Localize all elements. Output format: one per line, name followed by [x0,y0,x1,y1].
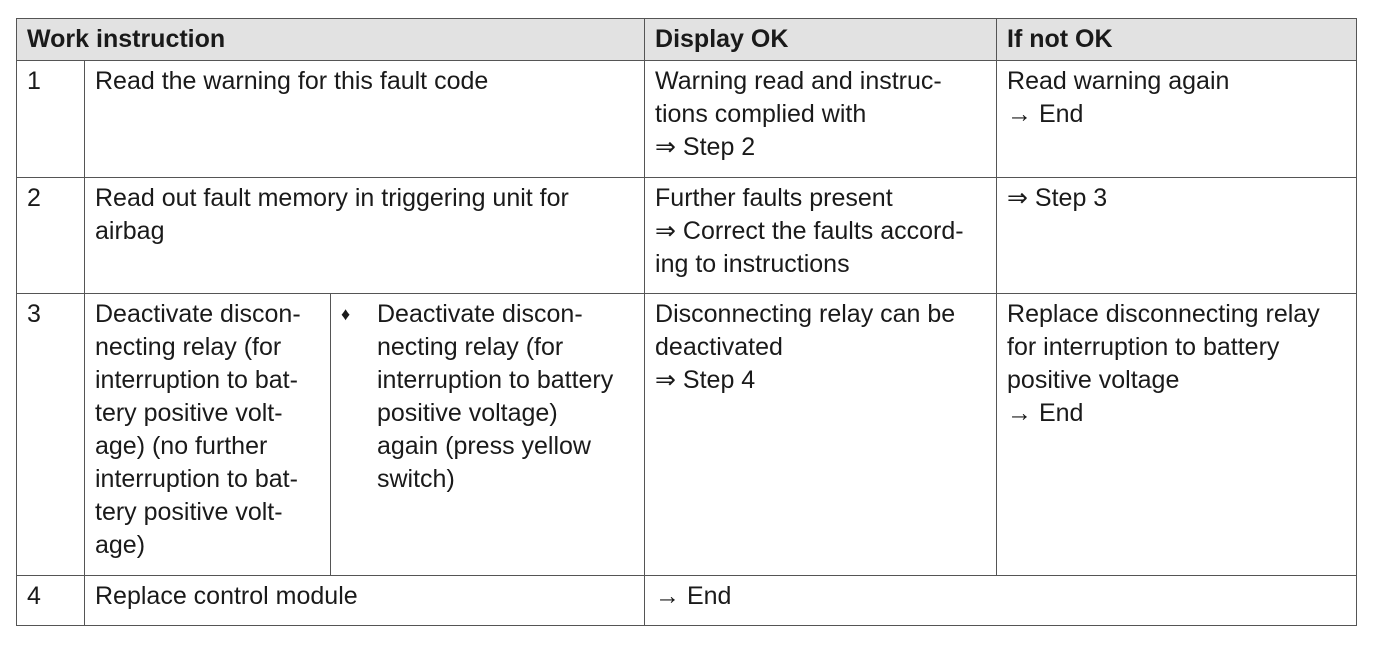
work-instruction-cell [85,576,645,626]
text-line: positive voltage [1007,366,1180,394]
text-line: for interruption to battery [1007,333,1280,361]
diamond-bullet-icon: ♦ [341,304,351,324]
text-line: airbag [95,217,165,245]
text-line: necting relay (for [377,333,564,361]
text-line: tions complied with [655,100,867,128]
text-line: deactivated [655,333,783,361]
text-line: ⇒ Step 3 [1007,184,1108,212]
text-line: Replace disconnecting relay [1007,300,1320,328]
table-row [17,61,1357,178]
table-row [17,294,1357,576]
text-line: interruption to bat- [95,366,298,394]
text-line: Deactivate discon- [377,300,583,328]
text-line: Replace control module [95,582,358,610]
step-number: 1 [17,61,85,178]
if-not-ok-cell [997,294,1357,576]
text-line: Warning read and instruc- [655,67,942,95]
text-line: Read out fault memory in triggering unit for [95,184,569,212]
text-line: ing to instructions [655,250,850,278]
work-instruction-table [16,18,1357,626]
work-instruction-right-cell [331,294,645,576]
display-ok-cell [645,61,997,178]
text-line: tery positive volt- [95,399,283,427]
if-not-ok-cell [997,178,1357,294]
header-work-instruction: Work instruction [17,19,645,61]
header-if-not-ok: If not OK [997,19,1357,61]
display-ok-cell [645,576,1357,626]
text-line: tery positive volt- [95,498,283,526]
if-not-ok-cell [997,61,1357,178]
display-ok-cell [645,178,997,294]
text-line: age) (no further [95,432,268,460]
text-line: Read the warning for this fault code [95,67,489,95]
work-instruction-cell [85,61,645,178]
display-ok-cell [645,294,997,576]
text-line: switch) [377,465,455,493]
text-line: age) [95,531,146,559]
text-line: → End [655,582,732,610]
text-line: necting relay (for [95,333,282,361]
table-header-row [17,19,1357,61]
step-number: 3 [17,294,85,576]
text-line: interruption to bat- [95,465,298,493]
text-line: → End [1007,100,1084,128]
text-line: interruption to battery [377,366,614,394]
text-line: ⇒ Step 2 [655,133,756,161]
work-instruction-cell [85,178,645,294]
text-line: → End [1007,399,1084,427]
text-line: ⇒ Correct the faults accord- [655,217,964,245]
table-row [17,576,1357,626]
text-line: Read warning again [1007,67,1230,95]
header-display-ok: Display OK [645,19,997,61]
text-line: Further faults present [655,184,893,212]
text-line: ⇒ Step 4 [655,366,756,394]
table-row [17,178,1357,294]
text-line: Deactivate discon- [95,300,301,328]
step-number: 2 [17,178,85,294]
text-line: Disconnecting relay can be [655,300,956,328]
step-number: 4 [17,576,85,626]
work-instruction-left-cell [85,294,331,576]
text-line: positive voltage) [377,399,558,427]
text-line: again (press yellow [377,432,591,460]
